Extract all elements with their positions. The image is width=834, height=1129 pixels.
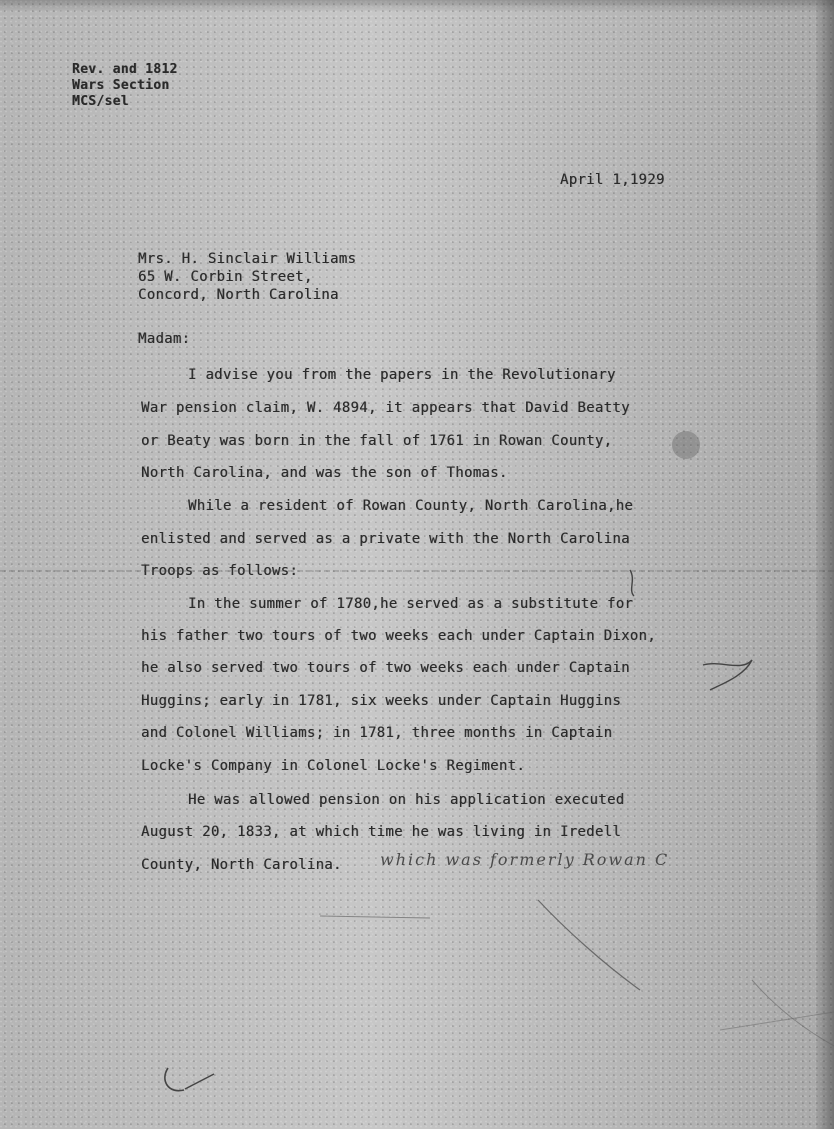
letter-date: April 1,1929	[560, 172, 665, 188]
body-line: his father two tours of two weeks each under Captain Dixon,	[141, 628, 656, 644]
ink-line-mark	[185, 1074, 214, 1089]
ink-smudge	[672, 431, 700, 459]
address-line: 65 W. Corbin Street,	[138, 269, 313, 285]
body-line: Troops as follows:	[141, 563, 299, 579]
body-line: In the summer of 1780,he served as a substitute for	[188, 596, 634, 612]
body-line: I advise you from the papers in the Revolutionary	[188, 367, 616, 383]
body-line: Locke's Company in Colonel Locke's Regiment.	[141, 758, 526, 774]
reference-line: Wars Section	[72, 78, 170, 93]
handwritten-annotation: which was formerly Rowan C	[380, 850, 670, 869]
body-line: Huggins; early in 1781, six weeks under Captain Huggins	[141, 693, 622, 709]
ink-hook-mark	[165, 1068, 184, 1091]
body-line: enlisted and served as a private with the North Carolina	[141, 531, 630, 547]
body-line: He was allowed pension on his application executed	[188, 792, 625, 808]
body-line: War pension claim, W. 4894, it appears that David Beatty	[141, 400, 630, 416]
address-line: Mrs. H. Sinclair Williams	[138, 251, 357, 267]
body-line: or Beaty was born in the fall of 1761 in Rowan County,	[141, 433, 613, 449]
salutation: Madam:	[138, 331, 191, 347]
ink-tick-mark	[630, 570, 634, 596]
body-line: County, North Carolina.	[141, 857, 342, 873]
body-line: August 20, 1833, at which time he was living in Iredell	[141, 824, 622, 840]
body-line: While a resident of Rowan County, North Carolina,he	[188, 498, 634, 514]
body-line: and Colonel Williams; in 1781, three months in Captain	[141, 725, 613, 741]
page-scratch-mark	[752, 980, 834, 1046]
ink-stroke-mark	[538, 900, 640, 990]
body-line: he also served two tours of two weeks each under Captain	[141, 660, 630, 676]
reference-line: MCS/sel	[72, 94, 129, 109]
body-line: North Carolina, and was the son of Thomas.	[141, 465, 508, 481]
address-line: Concord, North Carolina	[138, 287, 339, 303]
ink-flourish-mark	[703, 660, 752, 690]
reference-line: Rev. and 1812	[72, 62, 178, 77]
ink-stroke-mark	[320, 916, 430, 918]
page-scratch-mark	[720, 1012, 834, 1030]
